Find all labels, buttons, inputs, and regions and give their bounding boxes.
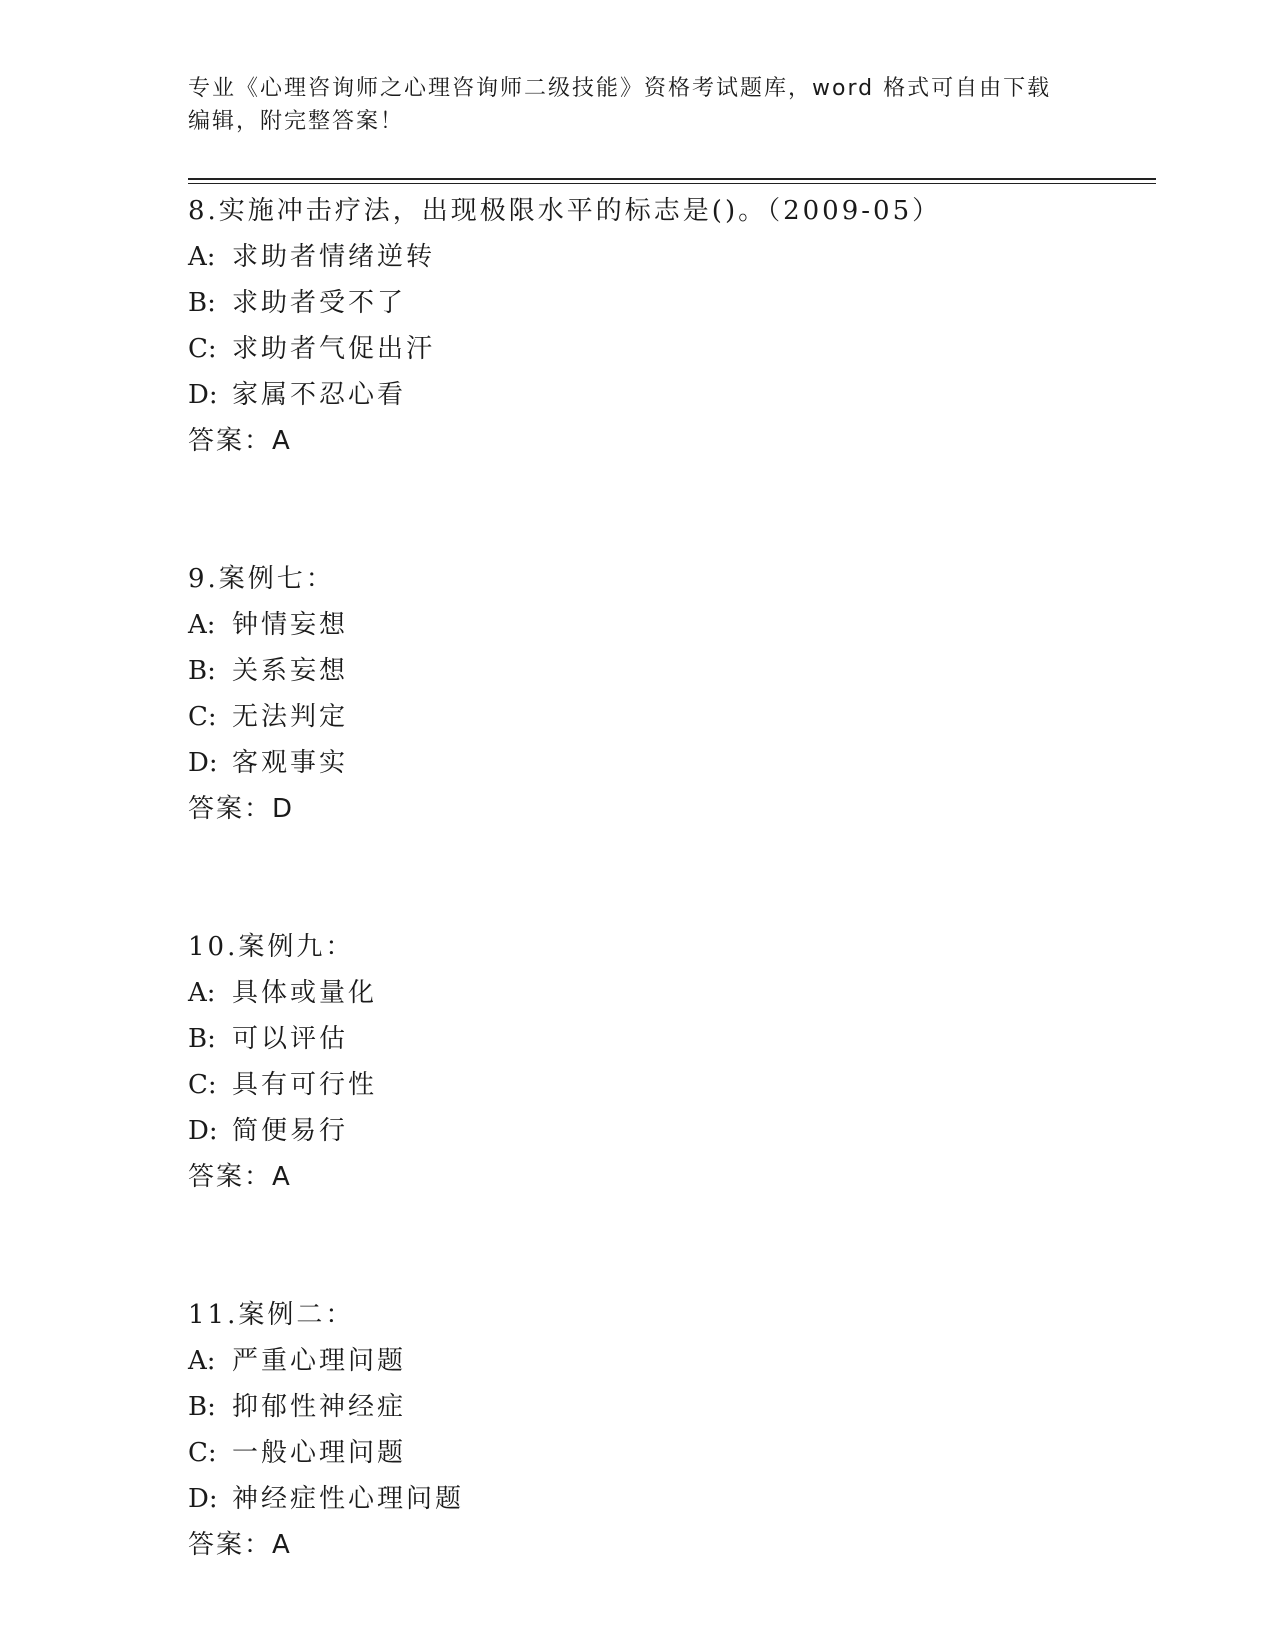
option-text: 钟情妄想	[232, 610, 349, 640]
question-spacer	[188, 464, 1156, 556]
option-text: 可以评估	[232, 1024, 349, 1054]
question-stem: 11.案例二：	[188, 1300, 355, 1330]
option-c	[188, 326, 1156, 372]
option-letter: A:	[188, 610, 216, 640]
option-a	[188, 1338, 1156, 1384]
question-stem: 10.案例九：	[188, 932, 355, 962]
answer-line: 答案：A	[188, 1162, 292, 1192]
option-b	[188, 1384, 1156, 1430]
option-letter: C:	[188, 1070, 217, 1100]
option-letter: B:	[188, 1392, 216, 1422]
header-line-2: 编辑，附完整答案！	[188, 109, 405, 134]
question-11	[188, 1292, 1156, 1568]
option-c	[188, 1062, 1156, 1108]
document-header	[188, 72, 1088, 138]
option-text: 简便易行	[232, 1116, 349, 1146]
option-letter: D:	[188, 380, 218, 410]
option-text: 具体或量化	[232, 978, 378, 1008]
option-letter: B:	[188, 656, 216, 686]
option-b	[188, 280, 1156, 326]
answer-line: 答案：A	[188, 1530, 292, 1560]
option-text: 抑郁性神经症	[232, 1392, 407, 1422]
option-d	[188, 1108, 1156, 1154]
answer-line: 答案：D	[188, 794, 295, 824]
option-text: 无法判定	[232, 702, 349, 732]
option-letter: C:	[188, 334, 217, 364]
option-d	[188, 740, 1156, 786]
header-line-1: 专业《心理咨询师之心理咨询师二级技能》资格考试题库，word 格式可自由下载	[188, 76, 1052, 101]
option-text: 客观事实	[232, 748, 349, 778]
option-letter: D:	[188, 1116, 218, 1146]
question-10	[188, 924, 1156, 1200]
option-c	[188, 1430, 1156, 1476]
option-text: 家属不忍心看	[232, 380, 407, 410]
option-b	[188, 1016, 1156, 1062]
answer-line: 答案：A	[188, 426, 292, 456]
question-spacer	[188, 1200, 1156, 1292]
question-list	[188, 188, 1156, 1568]
option-letter: A:	[188, 978, 216, 1008]
option-text: 关系妄想	[232, 656, 349, 686]
option-letter: B:	[188, 1024, 216, 1054]
option-text: 具有可行性	[232, 1070, 378, 1100]
option-letter: C:	[188, 1438, 217, 1468]
option-text: 求助者情绪逆转	[232, 242, 436, 272]
option-text: 求助者气促出汗	[232, 334, 436, 364]
question-stem: 8.实施冲击疗法，出现极限水平的标志是()。（2009-05）	[188, 196, 942, 226]
question-spacer	[188, 832, 1156, 924]
option-a	[188, 602, 1156, 648]
option-letter: D:	[188, 748, 218, 778]
option-letter: D:	[188, 1484, 218, 1514]
option-letter: C:	[188, 702, 217, 732]
option-d	[188, 372, 1156, 418]
question-8	[188, 188, 1156, 464]
option-letter: A:	[188, 1346, 216, 1376]
option-letter: B:	[188, 288, 216, 318]
option-letter: A:	[188, 242, 216, 272]
question-stem: 9.案例七：	[188, 564, 335, 594]
question-9	[188, 556, 1156, 832]
header-divider-thick	[188, 178, 1156, 180]
option-a	[188, 234, 1156, 280]
option-text: 求助者受不了	[232, 288, 407, 318]
option-text: 一般心理问题	[232, 1438, 407, 1468]
option-d	[188, 1476, 1156, 1522]
option-text: 神经症性心理问题	[232, 1484, 465, 1514]
option-c	[188, 694, 1156, 740]
option-a	[188, 970, 1156, 1016]
option-text: 严重心理问题	[232, 1346, 407, 1376]
header-divider-thin	[188, 183, 1156, 184]
option-b	[188, 648, 1156, 694]
